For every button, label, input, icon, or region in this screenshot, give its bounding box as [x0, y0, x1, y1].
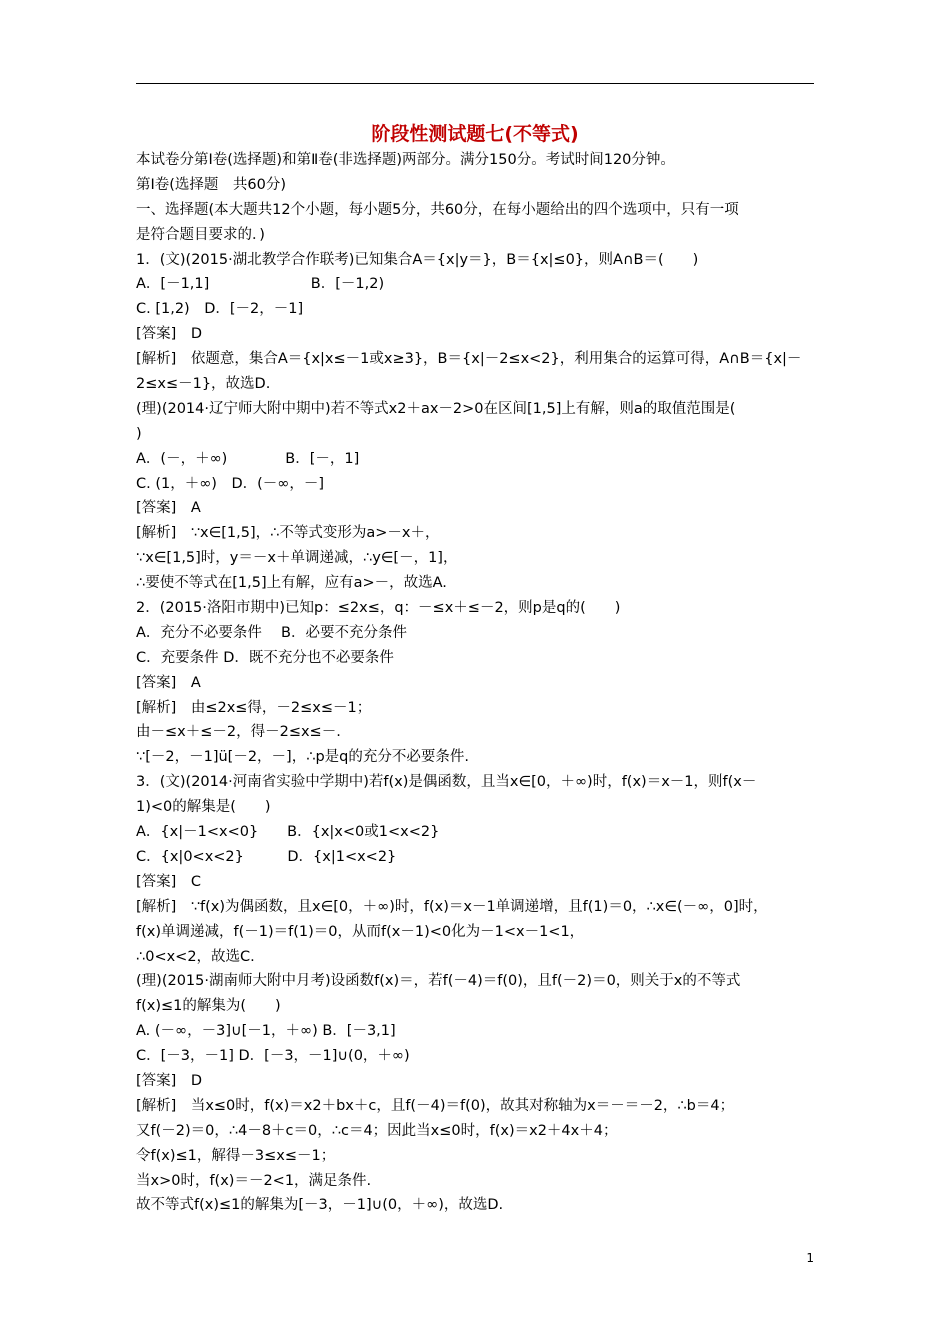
text-line: 是符合题目要求的．) — [136, 226, 265, 243]
text-line: [解析] ∵f(x)为偶函数，且x∈[0，＋∞)时，f(x)＝x－1单调递增，且f(1)＝0，∴x∈(－∞，0]时， — [136, 898, 768, 915]
text-line: A．充分不必要条件 B．必要不充分条件 — [136, 624, 407, 641]
text-line: ∵[－2，－1]ü[－2，－]，∴p是q的充分不必要条件. — [136, 749, 469, 766]
text-line: ) — [136, 425, 142, 442]
text-line: A. (－∞，－3]∪[－1，＋∞) B．[－3,1] — [136, 1023, 396, 1040]
text-line: [解析] 当x≤0时，f(x)＝x2＋bx＋c，且f(－4)＝f(0)，故其对称轴为x＝－＝－2，∴b＝4； — [136, 1097, 735, 1114]
text-line: 2≤x≤－1}，故选D. — [136, 376, 271, 393]
text-line: [解析] 依题意，集合A＝{x|x≤－1或x≥3}，B＝{x|－2≤x<2}，利用集合的运算可得，A∩B＝{x|－ — [136, 351, 802, 368]
text-line: 第Ⅰ卷(选择题 共60分) — [136, 176, 287, 193]
text-line: [解析] 由≤2x≤得，－2≤x≤－1； — [136, 699, 372, 716]
text-line: C．{x|0<x<2} D．{x|1<x<2} — [136, 848, 397, 865]
text-line: 故不等式f(x)≤1的解集为[－3，－1]∪(0，＋∞)，故选D. — [136, 1197, 504, 1214]
text-line: 1．(文)(2015·湖北教学合作联考)已知集合A＝{x|y＝}，B＝{x|≤0}，则A∩B＝( ) — [136, 251, 699, 268]
page-number: 1 — [806, 1251, 814, 1265]
text-line: [答案] C — [136, 873, 201, 890]
text-line: [解析] ∵x∈[1,5]，∴不等式变形为a>－x＋， — [136, 525, 440, 542]
text-line: C．充要条件 D．既不充分也不必要条件 — [136, 649, 394, 666]
text-line: C. [1,2) D．[－2，－1] — [136, 301, 304, 318]
text-line: (理)(2014·辽宁师大附中期中)若不等式x2＋ax－2>0在区间[1,5]上有解，则a的取值范围是( — [136, 400, 736, 417]
text-line: f(x)单调递减，f(－1)＝f(1)＝0，从而f(x－1)<0化为－1<x－1<1， — [136, 923, 585, 940]
text-line: [答案] A — [136, 500, 201, 517]
document-body — [136, 148, 816, 1218]
text-line: 当x>0时，f(x)＝－2<1，满足条件. — [136, 1172, 372, 1189]
text-line: [答案] A — [136, 674, 201, 691]
text-line: 3．(文)(2014·河南省实验中学期中)若f(x)是偶函数，且当x∈[0，＋∞)时，f(x)＝x－1，则f(x－ — [136, 774, 757, 791]
text-line: ∴0<x<2，故选C. — [136, 948, 255, 965]
text-line: ∵x∈[1,5]时，y＝－x＋单调递减，∴y∈[－，1]， — [136, 550, 458, 567]
text-line: A．{x|－1<x<0} B．{x|x<0或1<x<2} — [136, 824, 440, 841]
text-line: (理)(2015·湖南师大附中月考)设函数f(x)＝，若f(－4)＝f(0)，且f(－2)＝0，则关于x的不等式 — [136, 973, 741, 990]
text-line: 本试卷分第Ⅰ卷(选择题)和第Ⅱ卷(非选择题)两部分。满分150分。考试时间120分钟。 — [136, 152, 675, 168]
text-line: [答案] D — [136, 326, 202, 343]
text-line: ∴要使不等式在[1,5]上有解，应有a>－，故选A. — [136, 575, 447, 592]
text-line: 令f(x)≤1，解得－3≤x≤－1； — [136, 1147, 336, 1164]
text-line: 1)<0的解集是( ) — [136, 799, 271, 816]
text-line: 又f(－2)＝0，∴4－8＋c＝0，∴c＝4；因此当x≤0时，f(x)＝x2＋4x＋4； — [136, 1122, 618, 1139]
text-line: A．[－1,1] B．[－1,2) — [136, 276, 385, 293]
text-line: 一、选择题(本大题共12个小题，每小题5分，共60分，在每小题给出的四个选项中，只有一项 — [136, 201, 739, 218]
header-rule — [136, 83, 814, 84]
document-title: 阶段性测试题七(不等式) — [371, 123, 579, 145]
text-line: C．[－3，－1] D．[－3，－1]∪(0，＋∞) — [136, 1048, 410, 1065]
text-line: f(x)≤1的解集为( ) — [136, 998, 281, 1015]
text-line: [答案] D — [136, 1072, 202, 1089]
text-line: A．(－，＋∞) B．[－，1] — [136, 450, 360, 467]
text-line: 2．(2015·洛阳市期中)已知p：≤2x≤，q：－≤x＋≤－2，则p是q的( ) — [136, 600, 621, 617]
text-line: C. (1，＋∞) D．(－∞，－] — [136, 475, 325, 492]
text-line: 由－≤x＋≤－2，得－2≤x≤－. — [136, 724, 341, 741]
